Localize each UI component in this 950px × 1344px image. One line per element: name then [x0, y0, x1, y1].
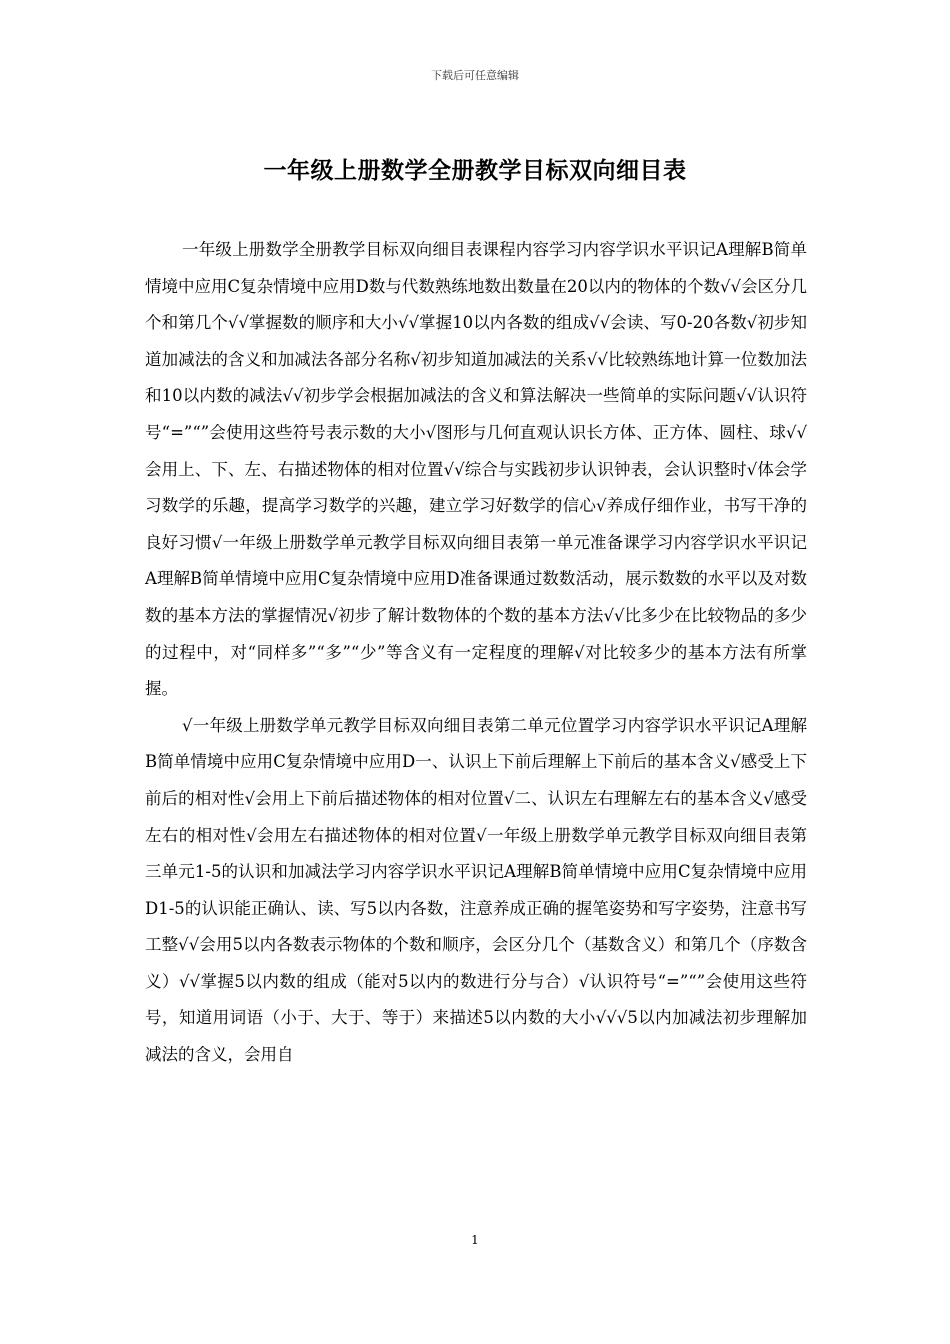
page-header-note: 下载后可任意编辑	[431, 69, 519, 82]
document-body	[145, 232, 807, 1074]
body-paragraph: √一年级上册数学单元教学目标双向细目表第二单元位置学习内容学识水平识记A理解B简单情境中应用C复杂情境中应用D一、认识上下前后理解上下前后的基本含义√感受上下前后的相对性√会用上下前后描述物体的相对位置√二、认识左右理解左右的基本含义√感受左右的相对性√会用左右描述物体的相对位置√一年级上册数学单元教学目标双向细目表第三单元1-5的认识和加减法学习内容学识水平识记A理解B简单情境中应用C复杂情境中应用D1-5的认识能正确认、读、写5以内各数，注意养成正确的握笔姿势和写字姿势，注意书写工整√√会用5以内各数表示物体的个数和顺序，会区分几个（基数含义）和第几个（序数含义）√√掌握5以内数的组成（能对5以内的数进行分与合）√认识符号“=”“”会使用这些符号，知道用词语（小于、大于、等于）来描述5以内数的大小√√√5以内加减法初步理解加减法的含义，会用自	[145, 715, 807, 1065]
document-title: 一年级上册数学全册教学目标双向细目表	[263, 157, 687, 184]
body-paragraph: 一年级上册数学全册教学目标双向细目表课程内容学习内容学识水平识记A理解B简单情境中应用C复杂情境中应用D数与代数熟练地数出数量在20以内的物体的个数√√会区分几个和第几个√√掌握数的顺序和大小√√掌握10以内各数的组成√√会读、写0-20各数√初步知道加减法的含义和加减法各部分名称√初步知道加减法的关系√√比较熟练地计算一位数加法和10以内数的减法√√初步学会根据加减法的含义和算法解决一些简单的实际问题√√认识符号“=”“”会使用这些符号表示数的大小√图形与几何直观认识长方体、正方体、圆柱、球√√会用上、下、左、右描述物体的相对位置√√综合与实践初步认识钟表，会认识整时√体会学习数学的乐趣，提高学习数学的兴趣，建立学习好数学的信心√养成仔细作业，书写干净的良好习惯√一年级上册数学单元教学目标双向细目表第一单元准备课学习内容学识水平识记A理解B简单情境中应用C复杂情境中应用D准备课通过数数活动，展示数数的水平以及对数数的基本方法的掌握情况√初步了解计数物体的个数的基本方法√√比多少在比较物品的多少的过程中，对“同样多”“多”“少”等含义有一定程度的理解√对比较多少的基本方法有所掌握。	[145, 240, 807, 699]
page-number: 1	[471, 1233, 479, 1247]
